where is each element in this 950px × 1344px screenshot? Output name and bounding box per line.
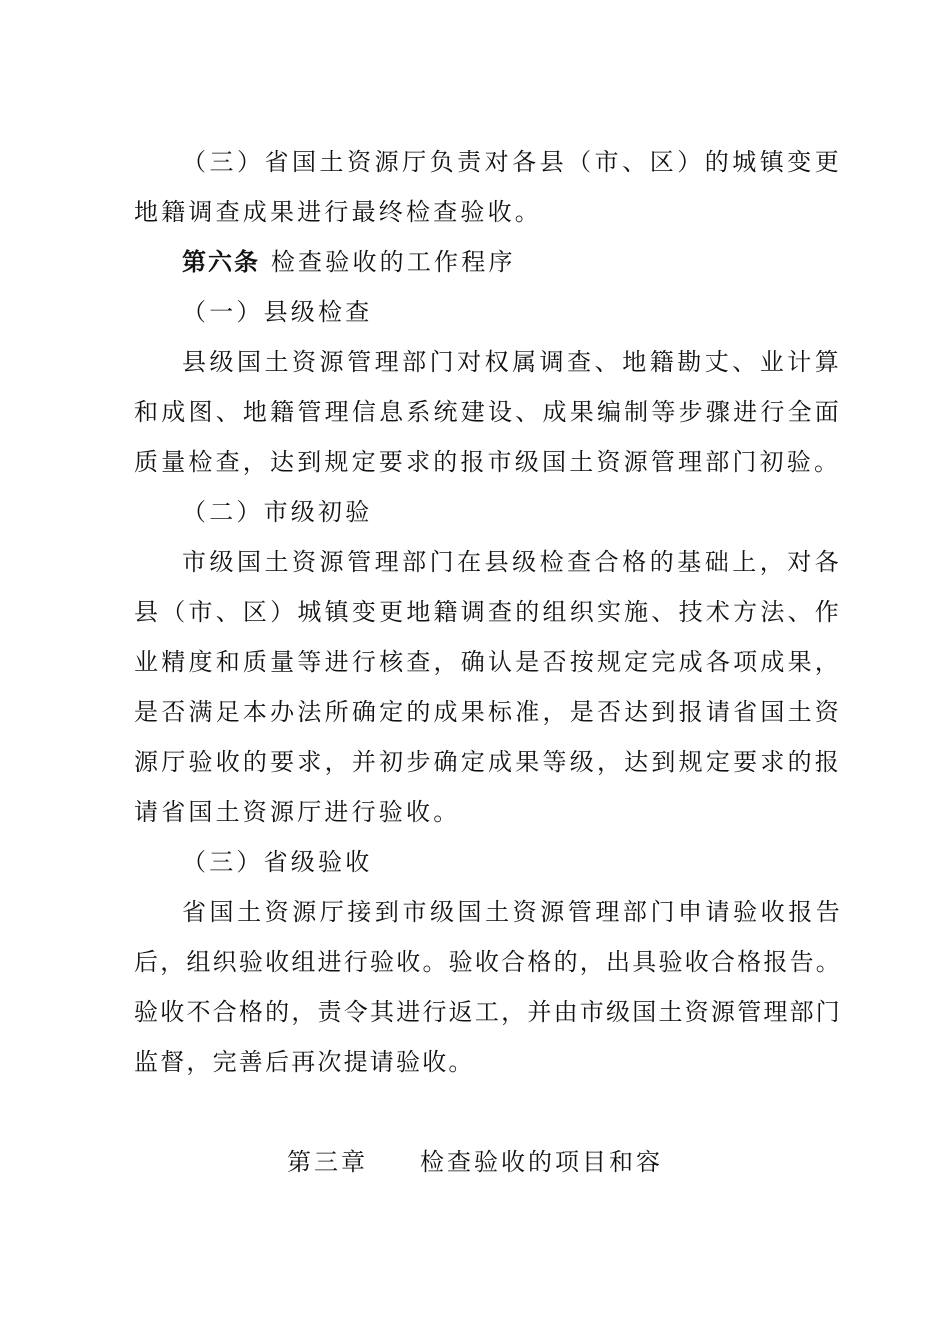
article-6-title: 检查验收的工作程序: [270, 248, 516, 276]
subheading-county-check: （一）县级检查: [182, 298, 373, 326]
chapter-heading: [0, 1137, 950, 1187]
paragraph-provincial-acceptance: 省国土资源厅接到市级国土资源管理部门申请验收报告后，组织验收组进行验收。验收合格的，出具验收合格报告。验收不合格的，责令其进行返工，并由市级国土资源管理部门监督，完善后再次提请验收。: [134, 898, 842, 1076]
chapter-number: 第三章: [287, 1148, 368, 1176]
chapter-title: 检查验收的项目和容: [420, 1148, 663, 1176]
subheading-city-preliminary: （二）市级初验: [182, 498, 373, 526]
article-6-label: 第六条: [182, 247, 260, 276]
article-6-heading: [134, 237, 842, 287]
paragraph-city-preliminary: 市级国土资源管理部门在县级检查合格的基础上，对各县（市、区）城镇变更地籍调查的组织实施、技术方法、作业精度和质量等进行核查，确认是否按规定完成各项成果，是否满足本办法所确定的成果标准，是否达到报请省国土资源厅验收的要求，并初步确定成果等级，达到规定要求的报请省国土资源厅进行验收。: [134, 548, 842, 826]
subheading-provincial-acceptance: （三）省级验收: [182, 848, 373, 876]
paragraph-provincial-final-check: （三）省国土资源厅负责对各县（市、区）的城镇变更地籍调查成果进行最终检查验收。: [134, 148, 842, 226]
paragraph-county-check: 县级国土资源管理部门对权属调查、地籍勘丈、业计算和成图、地籍管理信息系统建设、成果编制等步骤进行全面质量检查，达到规定要求的报市级国土资源管理部门初验。: [134, 348, 842, 476]
